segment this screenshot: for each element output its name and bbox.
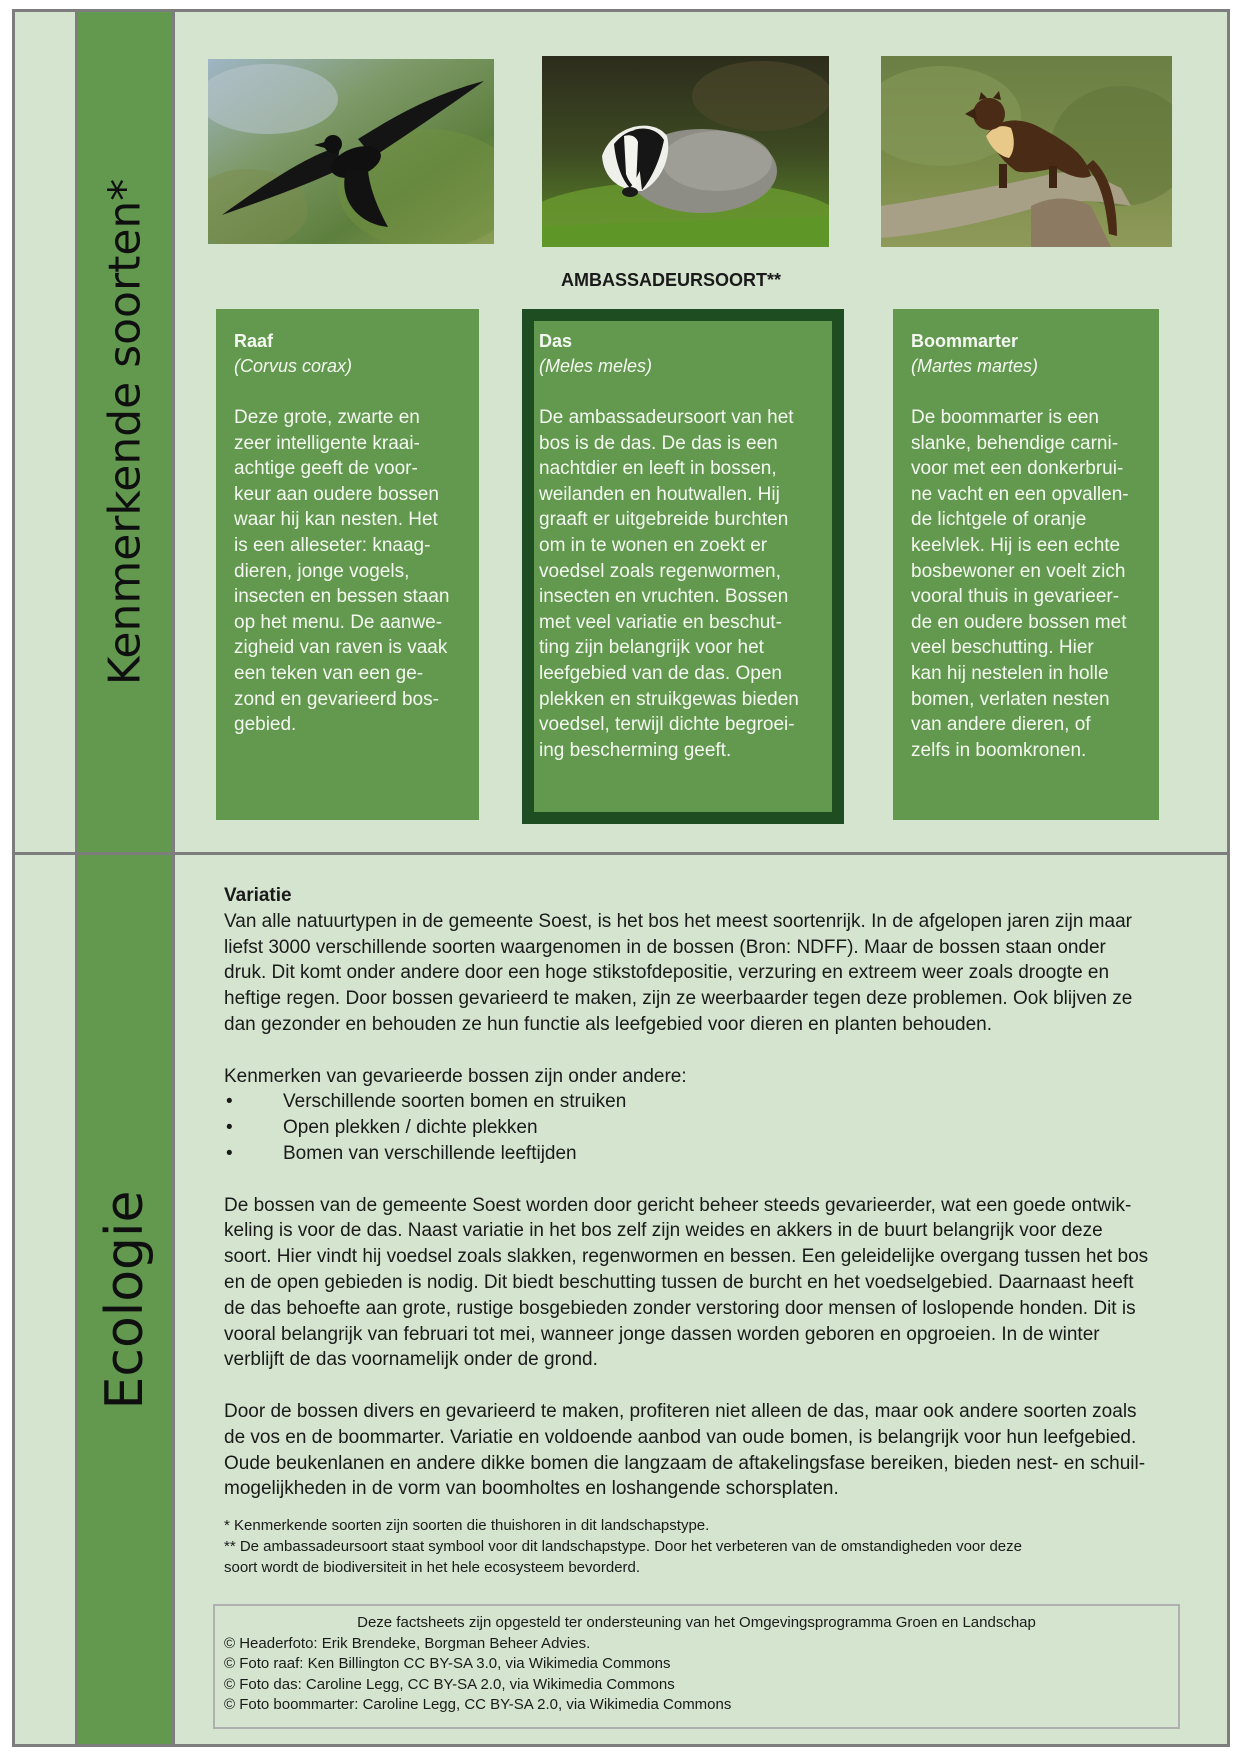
list-item: • Open plekken / dichte plekken [224,1115,1186,1141]
credits-box [213,1604,1180,1729]
ambassador-label: AMBASSADEURSOORT** [560,270,782,290]
species-card-raaf [216,309,479,820]
ecology-list-intro: Kenmerken van gevarieerde bossen zijn onder andere: [224,1065,687,1087]
marten-image [881,56,1172,247]
footnote-characteristic: * Kenmerkende soorten zijn soorten die thuishoren in dit landschapstype. [224,1516,710,1534]
ecology-paragraph-2: De bossen van de gemeente Soest worden door gericht beheer steeds gevarieerder, wat een goede ontwik- keling is voor de das. Naast variatie in het bos zelf zijn weides en akkers in de buurt belangrijk voor deze soort. Hier vindt hij voedsel zoals slakken, regenwormen en bessen. Een geleidelijke overgang tussen het bos en de open gebieden is nodig. Dit biedt beschutting tussen de burcht en het voedselgebied. Daarnaast heeft de das behoefte aan grote, rustige bosgebieden zonder verstoring door mensen of loslopende honden. Dit is vooral belangrijk van februari tot mei, wanneer jonge dassen worden geboren en opgroeien. In de winter verblijft de das voornamelijk onder de grond. [224,1194,1149,1371]
species-card-das [522,309,844,824]
ecology-section-title: Ecologie [95,1190,155,1409]
marten-photo [881,56,1172,247]
credits-heading: Deze factsheets zijn opgesteld ter ondersteuning van het Omgevingsprogramma Groen en Landschap [357,1614,1036,1631]
section-divider [12,852,1230,855]
badger-photo [542,56,829,247]
species-card-boommarter [893,309,1159,820]
species-description: De boommarter is een slanke, behendige carni- voor met een donkerbrui- ne vacht en een opvallen- de lichtgele of oranje keelvlek. Hij is een echte bosbewoner en voelt zich vooral thuis in gevarieer- de en oudere bossen met veel beschutting. Hier kan hij nestelen in holle bomen, verlaten nesten van andere dieren, of zelfs in boomkronen. [911,407,1129,761]
badger-image [542,56,829,247]
credit-line: © Foto boommarter: Caroline Legg, CC BY-SA 2.0, via Wikimedia Commons [224,1696,732,1713]
ecology-paragraph-3: Door de bossen divers en gevarieerd te maken, profiteren niet alleen de das, maar ook andere soorten zoals de vos en de boommarter. Variatie en voldoende aanbod van oude bomen, is belangrijk voor hun leefgebied. Oude beukenlanen en andere dikke bomen die langzaam de aftakelingsfase bereiken, bieden nest- en schuil- mogelijkheden in de vorm van boomholtes en loshangende schorsplaten. [224,1400,1146,1500]
species-latin-name: (Meles meles) [539,356,653,376]
species-description: De ambassadeursoort van het bos is de das. De das is een nachtdier en leeft in bossen, weilanden en houtwallen. Hij graaft er uitgebreide burchten om in te wonen en zoekt er voedsel zoals regenwormen, insecten en vruchten. Bossen met veel variatie en beschut- ting zijn belangrijk voor het leefgebied van de das. Open plekken en struikgewas bieden voedsel, terwijl dichte begroei- ing bescherming geeft. [539,407,799,761]
raven-photo [208,59,494,244]
credit-line: © Foto raaf: Ken Billington CC BY-SA 3.0, via Wikimedia Commons [224,1655,671,1672]
list-item: • Bomen van verschillende leeftijden [224,1141,1186,1167]
species-side-band [75,12,175,852]
raven-image [208,59,494,244]
ecology-heading: Variatie [224,885,292,906]
credit-line: © Foto das: Caroline Legg, CC BY-SA 2.0, via Wikimedia Commons [224,1675,675,1693]
species-name: Das [539,331,573,351]
species-section-title: Kenmerkende soorten* [99,178,151,686]
ecology-side-band [75,855,175,1744]
species-latin-name: (Martes martes) [911,356,1039,376]
species-description: Deze grote, zwarte en zeer intelligente kraai- achtige geeft de voor- keur aan oudere bossen waar hij kan nesten. Het is een alleseter: knaag- dieren, jonge vogels, insecten en bessen staan op het menu. De aanwe- zigheid van raven is vaak een teken van een ge- zond en gevarieerd bos- gebied. [234,407,450,736]
species-card-das-inner [534,321,832,812]
species-name: Raaf [234,331,274,351]
credit-line: © Headerfoto: Erik Brendeke, Borgman Beheer Advies. [224,1634,591,1652]
list-item: • Verschillende soorten bomen en struiken [224,1089,1186,1115]
species-latin-name: (Corvus corax) [234,356,353,376]
ecology-text [224,883,1186,1578]
footnotes [224,1515,1186,1578]
species-name: Boommarter [911,331,1019,351]
ecology-feature-list [224,1089,1186,1166]
footnote-ambassador: ** De ambassadeursoort staat symbool voor dit landschapstype. Door het verbeteren van de omstandigheden voor deze soort wordt de biodiversiteit in het hele ecosysteem bevorderd. [224,1537,1022,1576]
ecology-paragraph-1: Van alle natuurtypen in de gemeente Soest, is het bos het meest soortenrijk. In de afgelopen jaren zijn maar liefst 3000 verschillende soorten waargenomen in de bossen (Bron: NDFF). Maar de bossen staan onder druk. Dit komt onder andere door een hoge stikstofdepositie, verzuring en extreem weer zoals droogte en heftige regen. Door bossen gevarieerd te maken, zijn ze weerbaarder tegen deze problemen. Ook blijven ze dan gezonder en behouden ze hun functie als leefgebied voor dieren en planten behouden. [224,910,1133,1035]
